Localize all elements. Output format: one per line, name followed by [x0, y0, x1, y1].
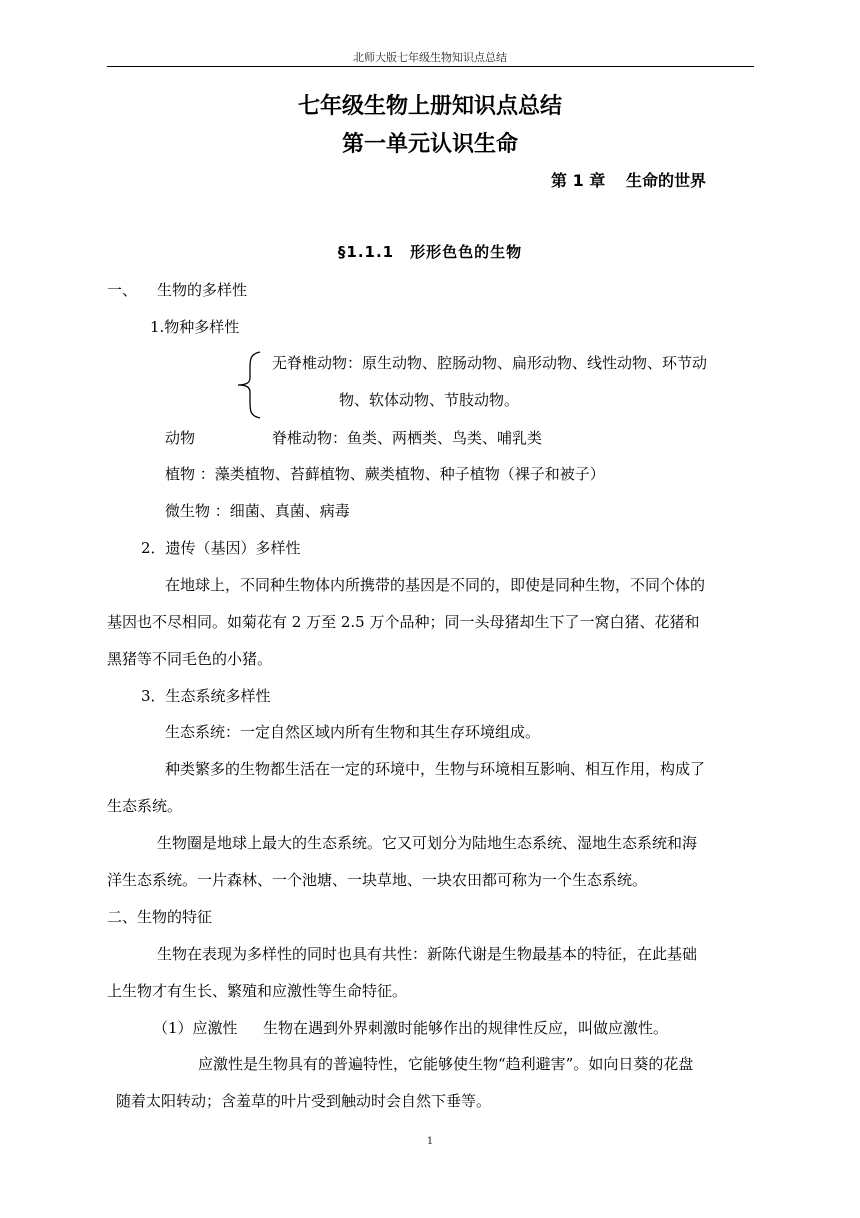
irritability-definition: 生物在遇到外界刺激时能够作出的规律性反应，叫做应激性。 — [263, 1019, 669, 1037]
document-title: 七年级生物上册知识点总结 — [297, 94, 562, 119]
irritability-label: （1）应激性 — [153, 1019, 238, 1037]
irritability-line1: 应激性是生物具有的普遍特性，它能够使生物“趋利避害”。如向日葵的花盘 — [198, 1055, 694, 1073]
genetic-diversity-heading: 2．遗传（基因）多样性 — [141, 539, 301, 557]
microbes-line: 微生物 ：细菌、真菌、病毒 — [165, 502, 350, 520]
part2-heading: 二、生物的特征 — [107, 908, 213, 926]
curly-brace — [234, 350, 264, 420]
genetic-line1: 在地球上，不同种生物体内所携带的基因是不同的，即使是同种生物，不同个体的 — [165, 576, 706, 594]
characteristics-line2: 上生物才有生长、繁殖和应激性等生命特征。 — [107, 982, 408, 1000]
ecosystem-p1-line1: 种类繁多的生物都生活在一定的环境中，生物与环境相互影响、相互作用，构成了 — [165, 760, 706, 778]
ecosystem-p2-line1: 生物圈是地球上最大的生态系统。它又可划分为陆地生态系统、湿地生态系统和海 — [157, 834, 698, 852]
chapter-number: 第 1 章 — [551, 171, 606, 190]
animal-label: 动物 — [165, 429, 196, 447]
characteristics-line1: 生物在表现为多样性的同时也具有共性：新陈代谢是生物最基本的特征，在此基础 — [157, 945, 698, 963]
ecosystem-definition: 生态系统：一定自然区域内所有生物和其生存环境组成。 — [165, 723, 541, 741]
ecosystem-diversity-heading: 3．生态系统多样性 — [141, 687, 271, 705]
ecosystem-p2-line2: 洋生态系统。一片森林、一个池塘、一块草地、一块农田都可称为一个生态系统。 — [107, 871, 648, 889]
vertebrate-line: 脊椎动物：鱼类、两栖类、鸟类、哺乳类 — [272, 429, 543, 447]
invertebrate-line1: 无脊椎动物：原生动物、腔肠动物、扁形动物、线性动物、环节动 — [272, 354, 708, 372]
unit-title: 第一单元认识生命 — [341, 132, 518, 157]
header-rule — [107, 66, 754, 67]
species-diversity-heading: 1.物种多样性 — [150, 318, 240, 336]
page-number: 1 — [426, 1136, 434, 1147]
section-heading: §1.1.1 形形色色的生物 — [337, 243, 523, 261]
ecosystem-p1-line2: 生态系统。 — [107, 797, 183, 815]
running-header: 北师大版七年级生物知识点总结 — [353, 51, 507, 64]
irritability-line2: 随着太阳转动；含羞草的叶片受到触动时会自然下垂等。 — [116, 1092, 492, 1110]
part1-number: 一、 — [107, 281, 138, 299]
genetic-line3: 黑猪等不同毛色的小猪。 — [107, 650, 273, 668]
invertebrate-line2: 物、软体动物、节肢动物。 — [339, 391, 520, 409]
part1-heading: 生物的多样性 — [157, 281, 248, 299]
chapter-name: 生命的世界 — [626, 171, 707, 190]
plants-line: 植物 ：藻类植物、苔藓植物、蕨类植物、种子植物（裸子和被子） — [165, 465, 605, 483]
genetic-line2: 基因也不尽相同。如菊花有 2 万至 2.5 万个品种；同一头母猪却生下了一窝白猪、花猪和 — [107, 613, 700, 631]
